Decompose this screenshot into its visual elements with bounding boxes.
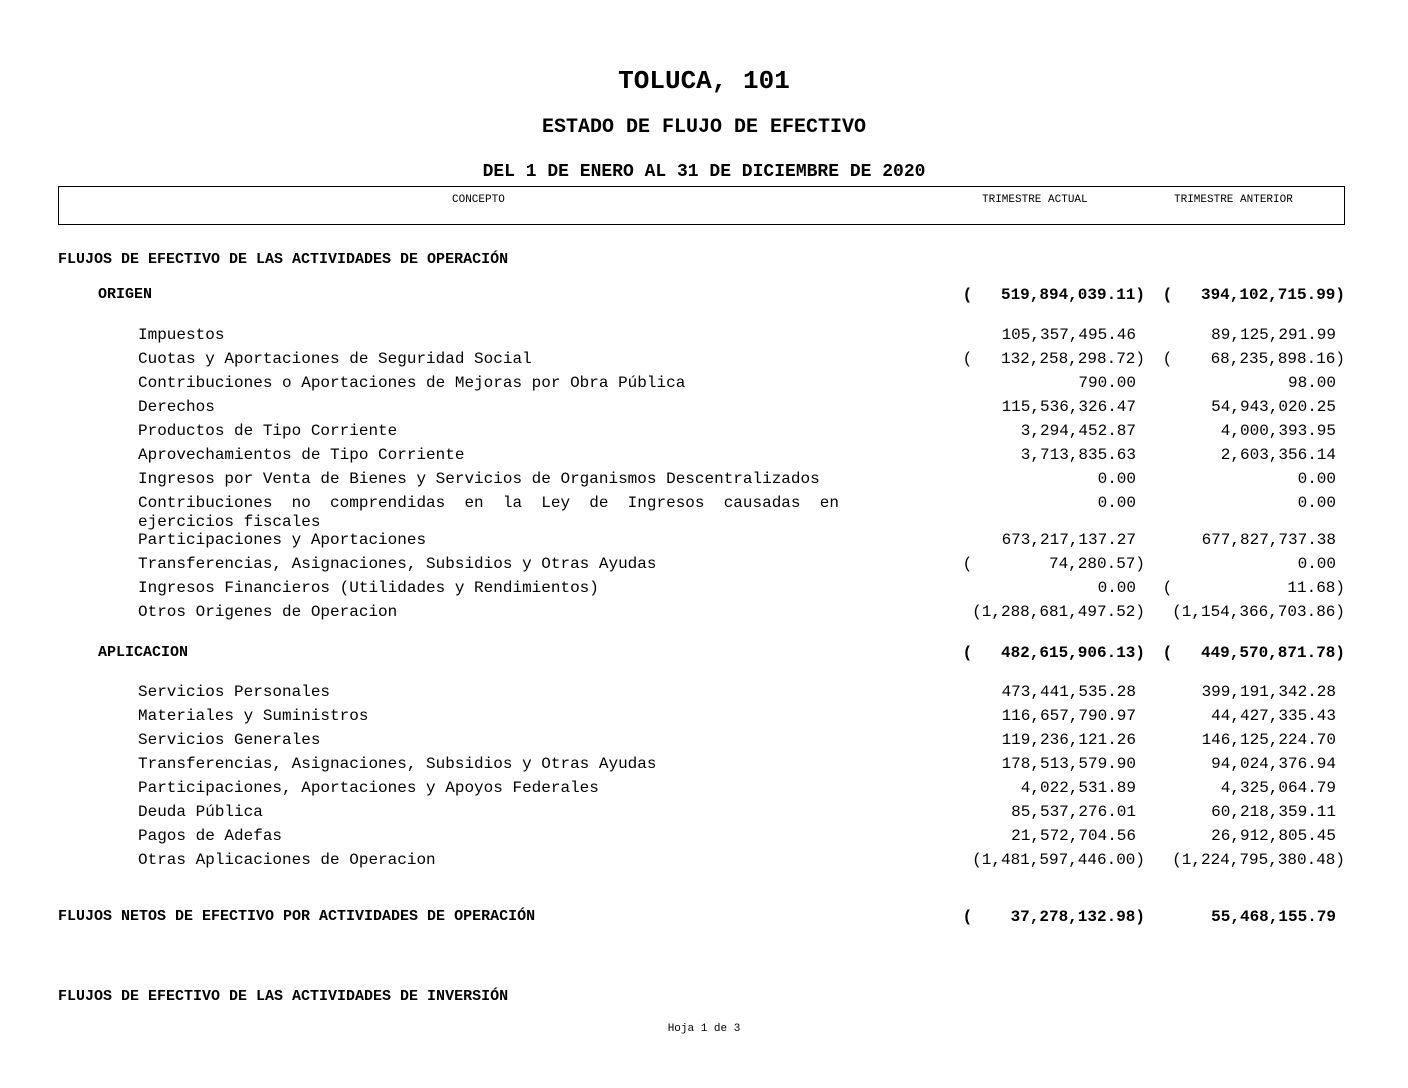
origin-row-label: Otros Origenes de Operacion [138,603,398,621]
header-current: TRIMESTRE ACTUAL [982,194,1088,206]
origin-row-label: Derechos [138,398,215,416]
origin-row-label: Ingresos Financieros (Utilidades y Rendimientos) [138,579,599,597]
origin-row-current: 115,536,326.47 [1001,398,1136,416]
origin-row-label: Contribuciones o Aportaciones de Mejoras por Obra Pública [138,374,686,392]
application-row-current: 85,537,276.01 [1011,803,1136,821]
origin-row-previous: 2,603,356.14 [1220,446,1336,464]
origin-row-previous: ( 11.68) [1162,579,1345,597]
origin-row-previous: 89,125,291.99 [1211,326,1336,344]
origin-row-previous: 0.00 [1297,555,1336,573]
origin-row-current: 3,713,835.63 [1020,446,1136,464]
origin-row-previous: 54,943,020.25 [1211,398,1336,416]
application-row-current: 119,236,121.26 [1001,731,1136,749]
origin-row-label: Aprovechamientos de Tipo Corriente [138,446,465,464]
origin-row-current: (1,288,681,497.52) [972,603,1145,621]
application-label: APLICACION [98,644,189,661]
table-header-box [58,186,1345,225]
origin-row-label: Transferencias, Asignaciones, Subsidios y Otras Ayudas [138,555,657,573]
origin-row-previous: 0.00 [1297,470,1336,488]
application-row-label: Servicios Generales [138,731,321,749]
entity-title: TOLUCA, 101 [618,66,790,96]
origin-row-current: ( 74,280.57) [962,555,1145,573]
origin-row-label: Contribuciones no comprendidas en la Ley de Ingresos causadas en ejercicios fiscales [138,494,839,531]
origin-row-current: 790.00 [1078,374,1136,392]
origin-current: ( 519,894,039.11) [962,286,1145,304]
application-row-label: Transferencias, Asignaciones, Subsidios y Otras Ayudas [138,755,657,773]
investment-section-title: FLUJOS DE EFECTIVO DE LAS ACTIVIDADES DE INVERSIÓN [58,988,509,1005]
application-row-current: 116,657,790.97 [1001,707,1136,725]
header-previous: TRIMESTRE ANTERIOR [1174,194,1293,206]
application-row-previous: 26,912,805.45 [1211,827,1336,845]
application-row-current: (1,481,597,446.00) [972,851,1145,869]
application-row-label: Participaciones, Aportaciones y Apoyos Federales [138,779,599,797]
origin-row-previous: (1,154,366,703.86) [1172,603,1345,621]
application-row-previous: 146,125,224.70 [1201,731,1336,749]
report-period: DEL 1 DE ENERO AL 31 DE DICIEMBRE DE 2020 [482,162,926,182]
application-row-current: 4,022,531.89 [1020,779,1136,797]
origin-row-current: 0.00 [1097,494,1136,512]
origin-row-label: Ingresos por Venta de Bienes y Servicios de Organismos Descentralizados [138,470,820,488]
application-row-label: Pagos de Adefas [138,827,283,845]
application-row-label: Deuda Pública [138,803,263,821]
origin-row-current: 105,357,495.46 [1001,326,1136,344]
net-operation-label: FLUJOS NETOS DE EFECTIVO POR ACTIVIDADES DE OPERACIÓN [58,908,536,925]
application-row-previous: 44,427,335.43 [1211,707,1336,725]
origin-row-previous: 4,000,393.95 [1220,422,1336,440]
origin-row-current: 3,294,452.87 [1020,422,1136,440]
origin-row-current: 0.00 [1097,470,1136,488]
origin-previous: ( 394,102,715.99) [1162,286,1345,304]
application-row-current: 178,513,579.90 [1001,755,1136,773]
origin-row-previous: 677,827,737.38 [1201,531,1336,549]
application-row-current: 21,572,704.56 [1011,827,1136,845]
operation-section-title: FLUJOS DE EFECTIVO DE LAS ACTIVIDADES DE OPERACIÓN [58,251,509,268]
application-previous: ( 449,570,871.78) [1162,644,1345,662]
header-concept: CONCEPTO [452,194,505,206]
origin-row-previous: 0.00 [1297,494,1336,512]
application-row-previous: 399,191,342.28 [1201,683,1336,701]
origin-row-label: Participaciones y Aportaciones [138,531,427,549]
application-row-previous: (1,224,795,380.48) [1172,851,1345,869]
application-row-previous: 4,325,064.79 [1220,779,1336,797]
application-row-label: Materiales y Suministros [138,707,369,725]
net-operation-current: ( 37,278,132.98) [962,908,1145,926]
application-row-previous: 60,218,359.11 [1211,803,1336,821]
application-row-label: Servicios Personales [138,683,331,701]
origin-row-label: Impuestos [138,326,225,344]
origin-row-current: ( 132,258,298.72) [962,350,1145,368]
application-current: ( 482,615,906.13) [962,644,1145,662]
report-title: ESTADO DE FLUJO DE EFECTIVO [541,116,867,139]
origin-row-current: 0.00 [1097,579,1136,597]
net-operation-previous: 55,468,155.79 [1211,908,1336,926]
page-footer: Hoja 1 de 3 [667,1023,741,1035]
origin-label: ORIGEN [98,286,153,303]
origin-row-current: 673,217,137.27 [1001,531,1136,549]
application-row-label: Otras Aplicaciones de Operacion [138,851,436,869]
application-row-previous: 94,024,376.94 [1211,755,1336,773]
origin-row-label: Cuotas y Aportaciones de Seguridad Social [138,350,532,368]
origin-row-label: Productos de Tipo Corriente [138,422,398,440]
application-row-current: 473,441,535.28 [1001,683,1136,701]
origin-row-previous: 98.00 [1287,374,1336,392]
origin-row-previous: ( 68,235,898.16) [1162,350,1345,368]
